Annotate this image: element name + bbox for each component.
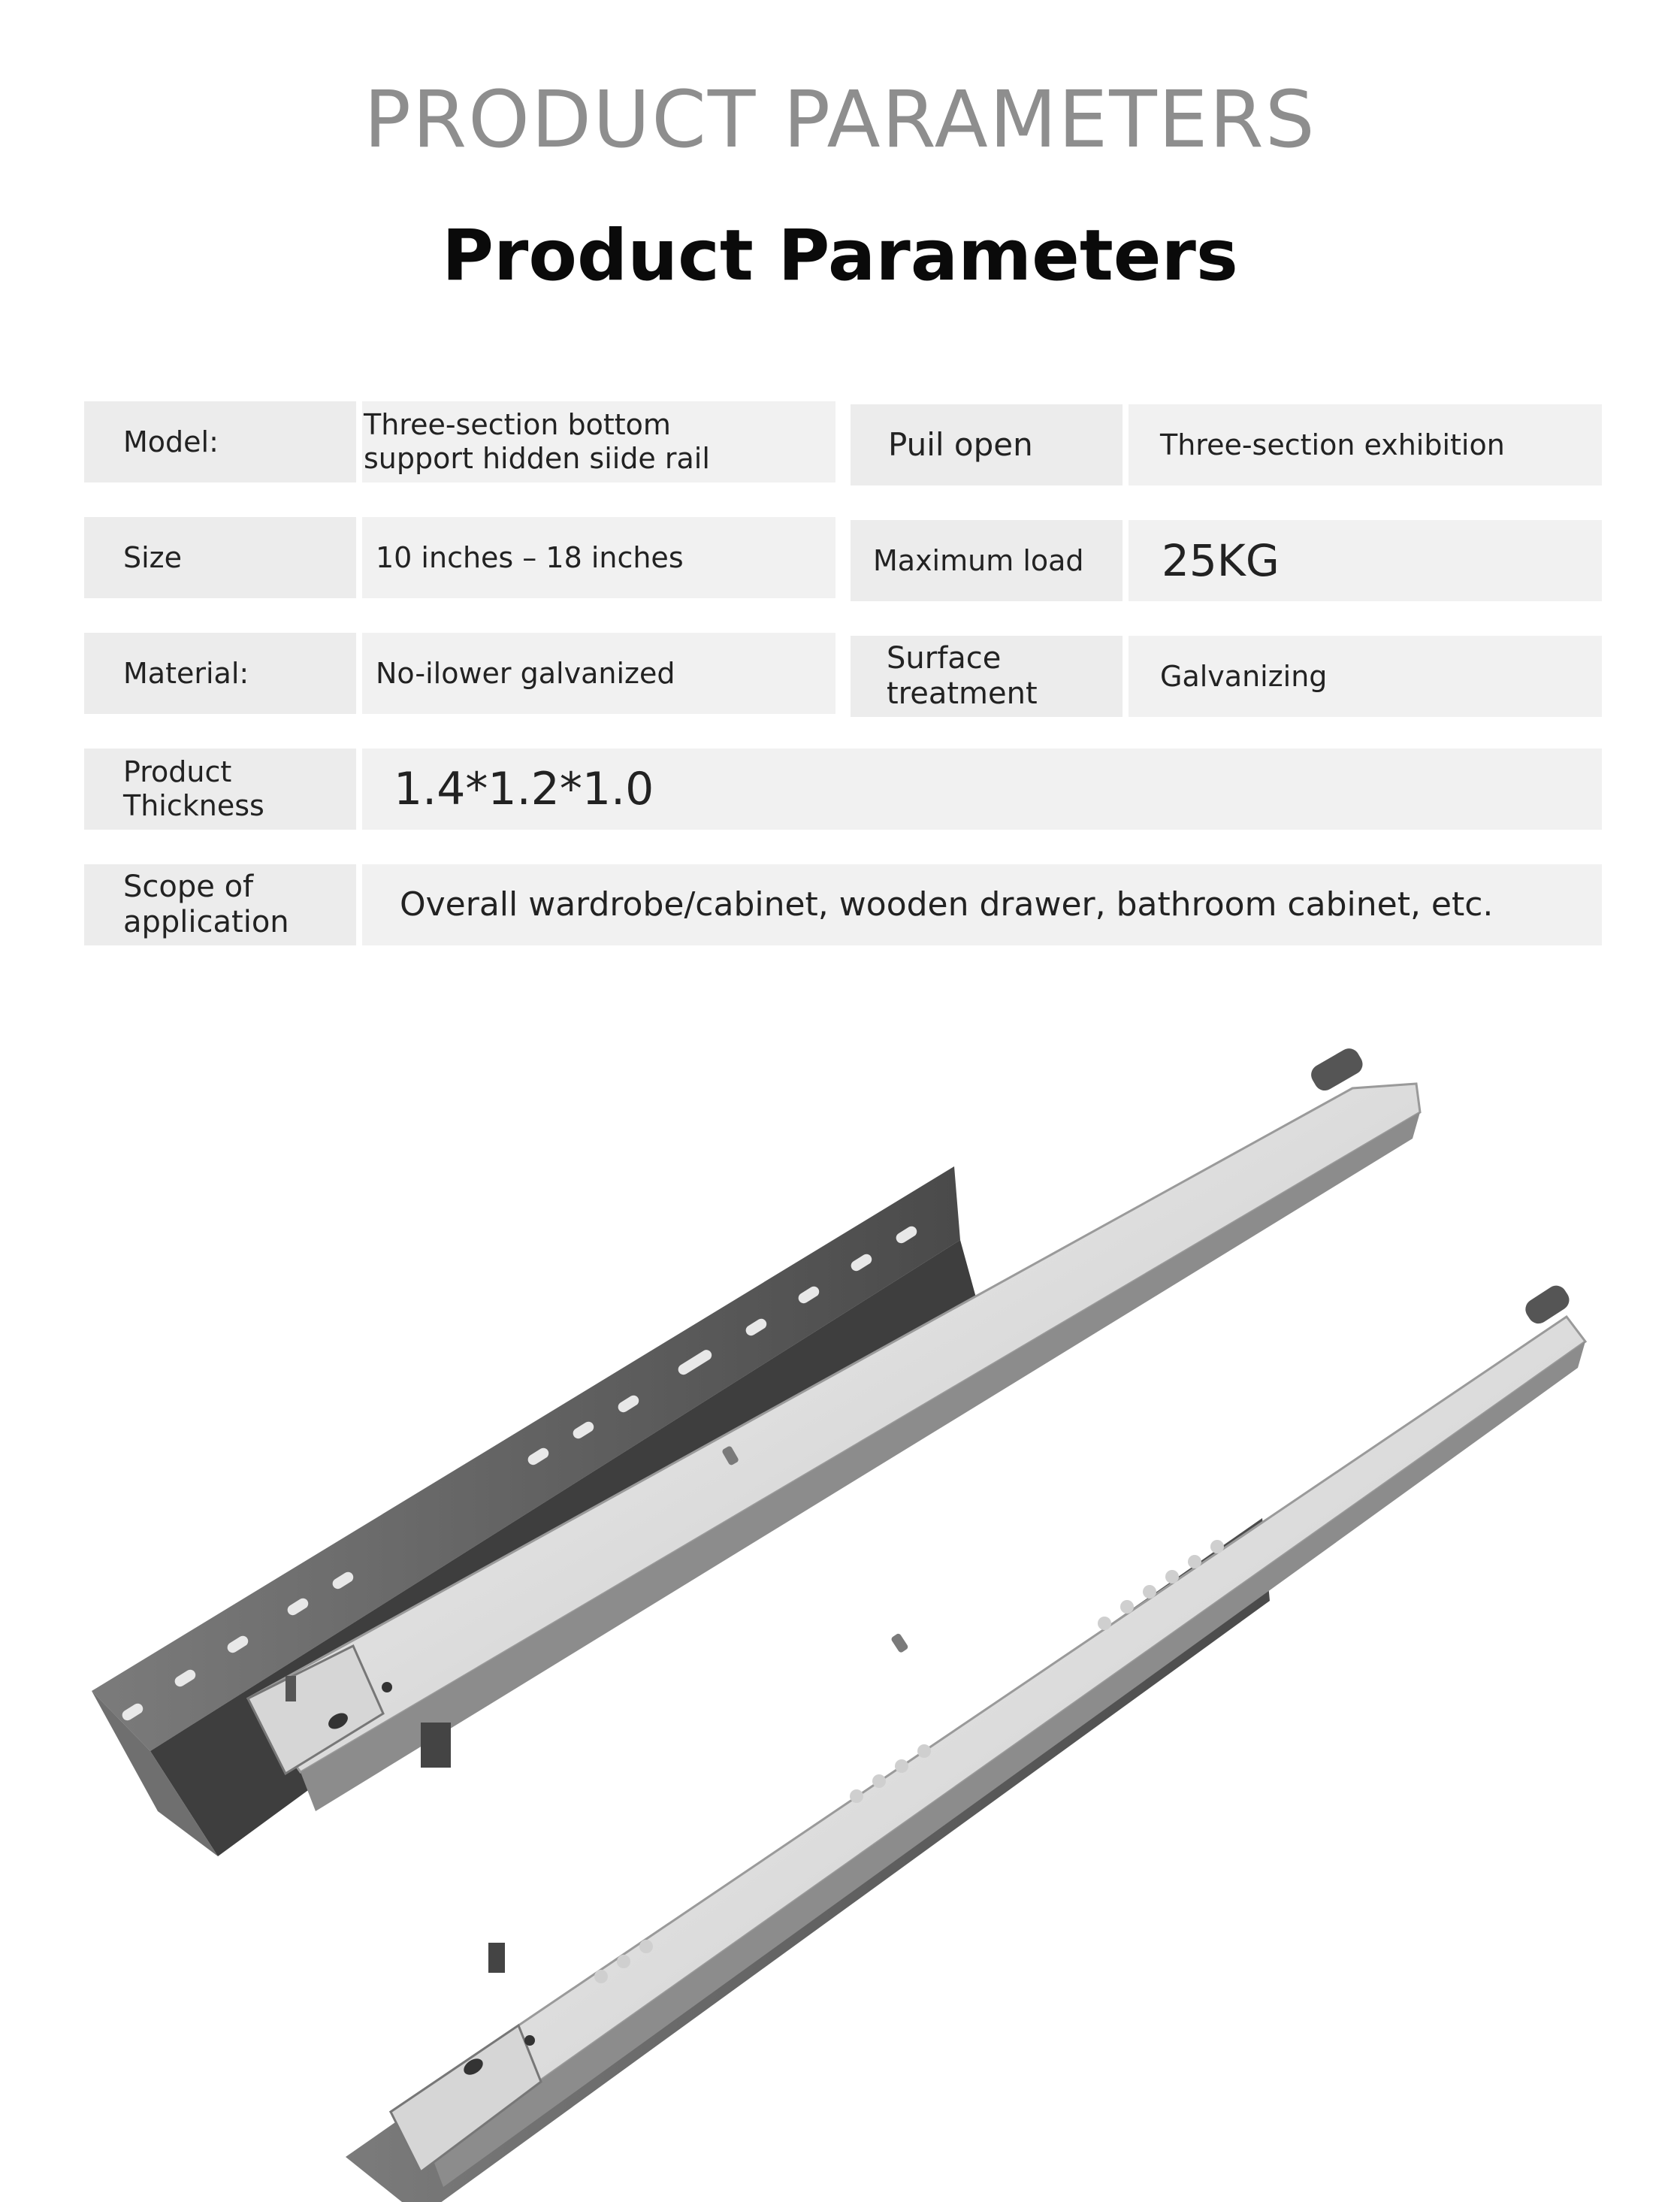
max-load-value: 25KG [1162, 534, 1280, 586]
size-label-cell [84, 517, 356, 598]
max-load-value-cell [1129, 520, 1602, 601]
material-label-cell [84, 633, 356, 714]
surface-label: Surface treatment [887, 640, 1038, 711]
surface-value-cell [1129, 636, 1602, 717]
material-value-cell [362, 633, 835, 714]
lower-rail [346, 1281, 1585, 2202]
model-value: Three-section bottom support hidden siide rail [364, 408, 710, 475]
pull-open-label: Puil open [888, 426, 1033, 464]
pull-open-label-cell [851, 404, 1123, 485]
pull-open-value-cell [1129, 404, 1602, 485]
upper-rail [92, 1045, 1420, 1856]
material-value: No-ilower galvanized [376, 656, 675, 690]
thickness-label: Product Thickness [123, 755, 264, 822]
thickness-label-cell [84, 749, 356, 830]
material-label: Material: [123, 656, 249, 690]
surface-value: Galvanizing [1160, 659, 1328, 693]
size-value-cell [362, 517, 835, 598]
size-value: 10 inches – 18 inches [376, 540, 684, 574]
thickness-value-cell [362, 749, 1602, 830]
model-label-cell [84, 401, 356, 482]
max-load-label: Maximum load [873, 543, 1084, 577]
thickness-value: 1.4*1.2*1.0 [394, 762, 654, 815]
scope-label-cell [84, 864, 356, 945]
scope-label: Scope of application [123, 869, 289, 939]
max-load-label-cell [851, 520, 1123, 601]
surface-label-cell [851, 636, 1123, 717]
drawer-slide-rails-illustration [0, 1000, 1680, 2202]
model-value-cell [362, 401, 835, 482]
model-label: Model: [123, 425, 219, 458]
section-label: PRODUCT PARAMETERS [364, 74, 1316, 165]
page-title: Product Parameters [442, 215, 1238, 297]
scope-value-cell [362, 864, 1602, 945]
pull-open-value: Three-section exhibition [1160, 428, 1505, 461]
scope-value: Overall wardrobe/cabinet, wooden drawer, bathroom cabinet, etc. [400, 885, 1494, 924]
size-label: Size [123, 540, 183, 574]
